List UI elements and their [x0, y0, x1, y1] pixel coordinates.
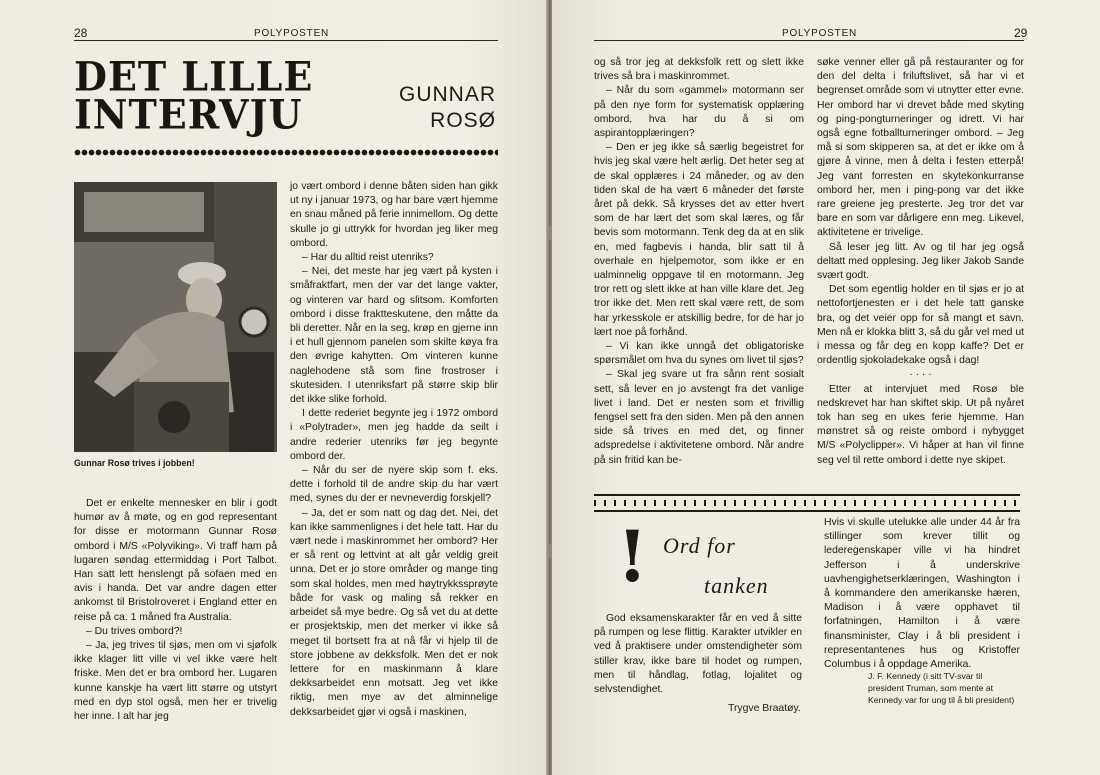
paragraph: I dette rederiet begynte jeg i 1972 ombord i «Polytrader», men jeg hadde da seilt i andre rederier utenriks før jeg begynte ombord der. — [290, 408, 498, 462]
thought-body — [594, 612, 802, 697]
column-3 — [594, 56, 804, 468]
paragraph: – Den er jeg ikke så særlig begeistret for hvis jeg skal være helt ærlig. Det heter seg at de skal opplæres i 24 måneder, og av den tiden skal de ha vært 6 måneder det første året på dekk. Så krysses det av etter hvert som de har lært det som skal læres, og får bevis som motormann. Tenk deg da at en slik en, med fagbevis i handa, blir satt til å overhale en hjelpemotor, som ikke er en ualminnelig oppgave til en motormann. Jeg tror rett og slett ikke at han ville klare det. Jeg tror ikke det. Men rett skal være rett, de som har yrkesskole er atskillig bedre, for de har jo lært noe på forhånd. — [594, 142, 804, 338]
interview-photo — [74, 182, 277, 452]
paragraph: og så tror jeg at dekksfolk rett og slett ikke trives så bra i maskinrommet. — [594, 57, 804, 83]
title-line: DET LILLE — [74, 52, 314, 101]
greek-key-border — [594, 494, 1020, 512]
paragraph: søke venner eller gå på restauranter og for den del delta i friluftslivet, så har vi et begrenset område som vi utnytter etter evne. Her ombord har vi drevet både med skyting og ping-pongturneringer og idrett. Vi har også egne fotballturneringer ombord. – Jeg må si som skipperen sa, at det er ikke om å gjøre å vinne, men å delta i festen etterpå! Jeg vant forresten en skytekonkurranse ombord her, men i ping-pong var det ikke rare greiene jeg presterte. Jeg tror det var bare en som var dårligere enn meg. Likevel, aktivitetene er trivelige. — [817, 57, 1024, 239]
paragraph: – Når du ser de nyere skip som f. eks. dette i forhold til de andre skip du har vært med, synes du der er nevneverdig forskjell? — [290, 465, 498, 505]
paragraph: jo vært ombord i denne båten siden han gikk ut ny i januar 1973, og har bare vært hjemme en snau måned på ferie innimellom. Og dette skulle jo gi uttrykk for hvordan jeg liker meg ombord. — [290, 181, 498, 249]
left-page — [0, 0, 548, 775]
thought-heading — [663, 526, 769, 606]
page-number: 29 — [1014, 26, 1028, 40]
heading-line: Ord for — [663, 533, 736, 558]
name-line: GUNNAR — [398, 83, 496, 106]
paragraph: – Du trives ombord?! — [86, 625, 183, 637]
paragraph: God eksamenskarakter får en ved å sitte på rumpen og lese flittig. Karakter utvikler en ved å praktisere under omstendigheter som stiller krav, ikke bare til hodet og rumpen, men til håndlag, fotlag, lojalitet og selvstendighet. — [594, 613, 802, 696]
paragraph: Det er enkelte mennesker en blir i godt humør av å møte, og en god representant for disse er motormann Gunnar Rosø ombord i M/S «Polyviking». Vi traff ham på lugaren søndag ettermiddag i Port Talbot. Han satt lett henslengt på sofaen med en avis i handa. Det var andre dagen etter ankomst til Bristolroveret i England etter en reise på ca. 1 måned fra Australia. — [74, 498, 277, 623]
running-head: POLYPOSTEN — [254, 28, 330, 39]
name-line: ROSØ — [430, 109, 496, 132]
photo-caption: Gunnar Rosø trives i jobben! — [74, 458, 195, 468]
paragraph: – Nei, det meste har jeg vært på kysten i småfraktfart, men der var det lange vakter, og vinteren var hard og slitsom. Komforten ombord i disse fraktteskutene, den måtte da bli deretter. Når en la seg, krøp en gjerne inn i et hull gjennom panelen som skilte køya fra den øvrige kahytten. Om vinteren kunne naglehodene stå som fine frostroser i skutesiden. I utenriksfart på større skip blir det ikke slike forhold. — [290, 266, 498, 406]
paragraph: – Ja, jeg trives til sjøs, men om vi sjøfolk ikke klager litt ville vi vel ikke være helt friske. Men det er bra ombord her. Lugaren kunne kanskje ha vært litt større og utstyrt med en dyp stol også, men her er trivelig her inne. I alt har jeg — [74, 640, 277, 723]
column-2 — [290, 180, 498, 720]
quote-attribution: J. F. Kennedy (i sitt TV-svar til president Truman, som mente at Kennedy var for ung til å bli president) — [868, 671, 1015, 705]
engine-room-photo-illustration — [74, 182, 277, 452]
column-1 — [74, 497, 277, 724]
paragraph: – Vi kan ikke unngå det obligatoriske spørsmålet om hva du synes om livet til sjøs? — [594, 341, 804, 367]
title-line: INTERVJU — [74, 90, 303, 139]
running-head: POLYPOSTEN — [782, 28, 858, 39]
paragraph: – Har du alltid reist utenriks? — [302, 252, 434, 264]
header-rule — [594, 40, 1024, 41]
article-title — [74, 52, 314, 139]
interviewee-name — [399, 82, 496, 134]
paragraph: Etter at intervjuet med Rosø ble nedskrevet har han skiftet skip. Ut på nyåret tok han seg en ukes ferie hjemme. Han mønstret så og reiste ombord i nybygget M/S «Polyclipper». Vi håper at han vil finne seg vel til rette ombord i dette nye skipet. — [817, 383, 1024, 466]
paragraph: Det som egentlig holder en til sjøs er jo at nettofortjenesten er i det hele tatt ganske bra, og det veier opp for så mangt et savn. Men nå er klokka blitt 3, så du går vel med ut i messa og får deg en kopp kaffe? Det er ordentlig sjokoladekake også i dag! — [817, 284, 1024, 367]
paragraph: Hvis vi skulle utelukke alle under 44 år fra stillinger som krever tillit og lederegenskaper ville vi ha hindret Jefferson i å underskrive uavhengighetserklæringen, Washington i å kommandere den amerikanske hæren, Madison i å være opphavet til forfatningen, Hamilton i å være finansminister, Clay i å bli president i representantenes hus og Kristoffer Columbus i å oppdage Amerika. — [824, 517, 1020, 671]
page-number: 28 — [74, 26, 88, 40]
exclamation-icon: ! — [617, 515, 648, 598]
signature: Trygve Braatøy. — [728, 703, 801, 714]
paragraph: – Når du som «gammel» motormann ser på den nye form for systematisk opplæring ombord, hva har du å si om aspirantopplæringen? — [594, 85, 804, 140]
paragraph: – Ja, det er som natt og dag det. Nei, det kan ikke sammenlignes i det hele tatt. Har du vært nede i maskinrommet her ombord? Her er så rent og lettvint at alt går veldig greit unna. Det er jo store områder og mange ting som skal holdes, men med høytrykkssprøyte både for vask og maling så rekker en arbeidet så mye bedre. Og så vet du at dette er prosjektskip, men det merker vi ikke så meget til bortsett fra at nå får vi hjelp til de store jobbene av dekksfolk. Men det er nok lettere for en maskinmann å klare dekksarbeidet enn motsatt. Jeg vet ikke riktig, men mye av det alminnelige dekksarbeidet gjør vi også i maskinen, — [290, 507, 498, 718]
paragraph: – Skal jeg svare ut fra sånn rent sosialt sett, så lever en jo avstengt fra det vanlige livet i land. Det er nesten som et frivillig fengsel sett fra den siden. Men på den annen side så trives en med det, og finner adspredelse i aktivitetene ombord. Når andre på sin fritid kan be- — [594, 369, 804, 466]
column-4 — [817, 56, 1024, 468]
kennedy-text — [824, 516, 1020, 672]
dotted-divider — [74, 149, 498, 156]
header-rule — [74, 40, 498, 41]
separator-dots: · · · · — [909, 369, 932, 381]
paragraph: Så leser jeg litt. Av og til har jeg også deltatt med opplesing. Jeg liker Jakob Sande svært godt. — [817, 241, 1024, 282]
heading-line: tanken — [704, 573, 769, 598]
